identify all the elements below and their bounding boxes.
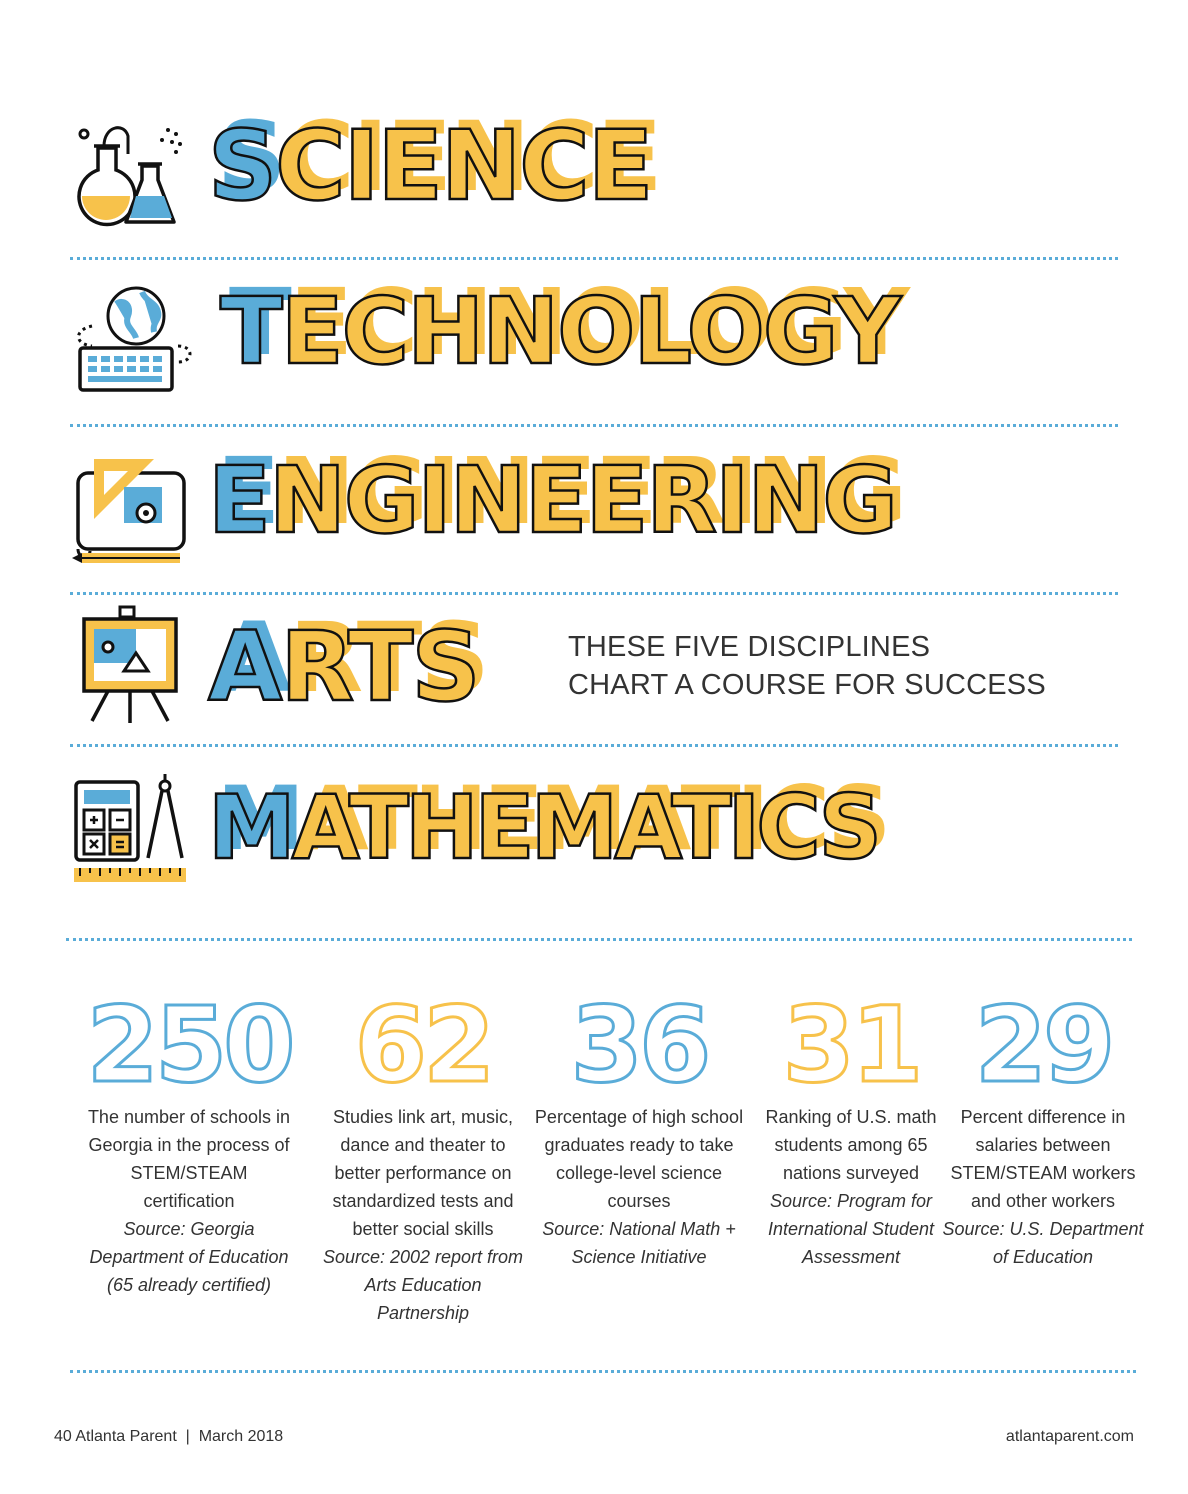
stat-description: Percent difference in salaries between STEM/STEAM workers and other workers bbox=[950, 1107, 1136, 1211]
stat-36 bbox=[534, 984, 744, 1271]
engineering-rest: NGINEERING bbox=[268, 447, 896, 554]
stat-number: 36 bbox=[570, 984, 708, 1106]
tagline bbox=[568, 628, 1046, 704]
engineering-initial: E bbox=[208, 447, 269, 554]
footer-page-info: 40 Atlanta Parent | March 2018 bbox=[54, 1428, 284, 1445]
mathematics-initial: M bbox=[208, 776, 292, 879]
stat-description: Ranking of U.S. math students among 65 nations surveyed bbox=[765, 1107, 937, 1183]
stat-250 bbox=[84, 984, 294, 1299]
footer-website: atlantaparent.com bbox=[1005, 1428, 1134, 1445]
calculator-compass-icon bbox=[70, 770, 195, 890]
stat-source: Source: Program for International Student Assessment bbox=[767, 1191, 935, 1267]
stat-source: Source: National Math + Science Initiative bbox=[542, 1219, 736, 1267]
divider bbox=[70, 424, 1118, 427]
science-word bbox=[208, 110, 652, 222]
arts-initial: A bbox=[208, 611, 281, 723]
tagline-line-2: CHART A COURSE FOR SUCCESS bbox=[568, 669, 1046, 701]
arts-rest: RTS bbox=[280, 611, 479, 723]
divider bbox=[70, 744, 1118, 747]
divider bbox=[70, 257, 1118, 260]
stat-number: 62 bbox=[354, 984, 492, 1106]
engineering-word bbox=[208, 447, 896, 554]
blueprint-icon bbox=[70, 455, 195, 575]
lab-flasks-icon bbox=[70, 118, 195, 238]
stat-description: Percentage of high school graduates ready to take college-level science courses bbox=[534, 1107, 744, 1211]
science-initial: S bbox=[208, 110, 276, 222]
stat-description: Studies link art, music, dance and theater to better performance on standardized tests and better social skills bbox=[332, 1107, 514, 1239]
stat-number: 29 bbox=[974, 984, 1112, 1106]
science-rest: CIENCE bbox=[275, 110, 652, 222]
arts-word bbox=[208, 611, 479, 723]
stat-number: 250 bbox=[86, 984, 292, 1106]
technology-rest: ECHNOLOGY bbox=[280, 278, 899, 385]
technology-word bbox=[220, 278, 899, 385]
mathematics-word bbox=[208, 776, 878, 879]
tagline-line-1: THESE FIVE DISCIPLINES bbox=[568, 631, 931, 663]
divider bbox=[70, 592, 1118, 595]
globe-keyboard-icon bbox=[70, 286, 195, 406]
technology-initial: T bbox=[220, 278, 281, 385]
stat-source: Source: U.S. Department of Education bbox=[942, 1219, 1144, 1267]
stat-description: The number of schools in Georgia in the process of STEM/STEAM certification bbox=[87, 1107, 291, 1211]
easel-icon bbox=[70, 605, 195, 725]
stat-source: Source: 2002 report from Arts Education Partnership bbox=[322, 1247, 524, 1323]
divider bbox=[70, 1370, 1136, 1373]
stat-29 bbox=[938, 984, 1148, 1271]
stat-62 bbox=[318, 984, 528, 1327]
stat-source: Source: Georgia Department of Education (65 already certified) bbox=[89, 1219, 289, 1295]
mathematics-rest: ATHEMATICS bbox=[291, 776, 878, 879]
stat-31 bbox=[746, 984, 956, 1271]
stat-number: 31 bbox=[782, 984, 920, 1106]
divider bbox=[66, 938, 1132, 941]
